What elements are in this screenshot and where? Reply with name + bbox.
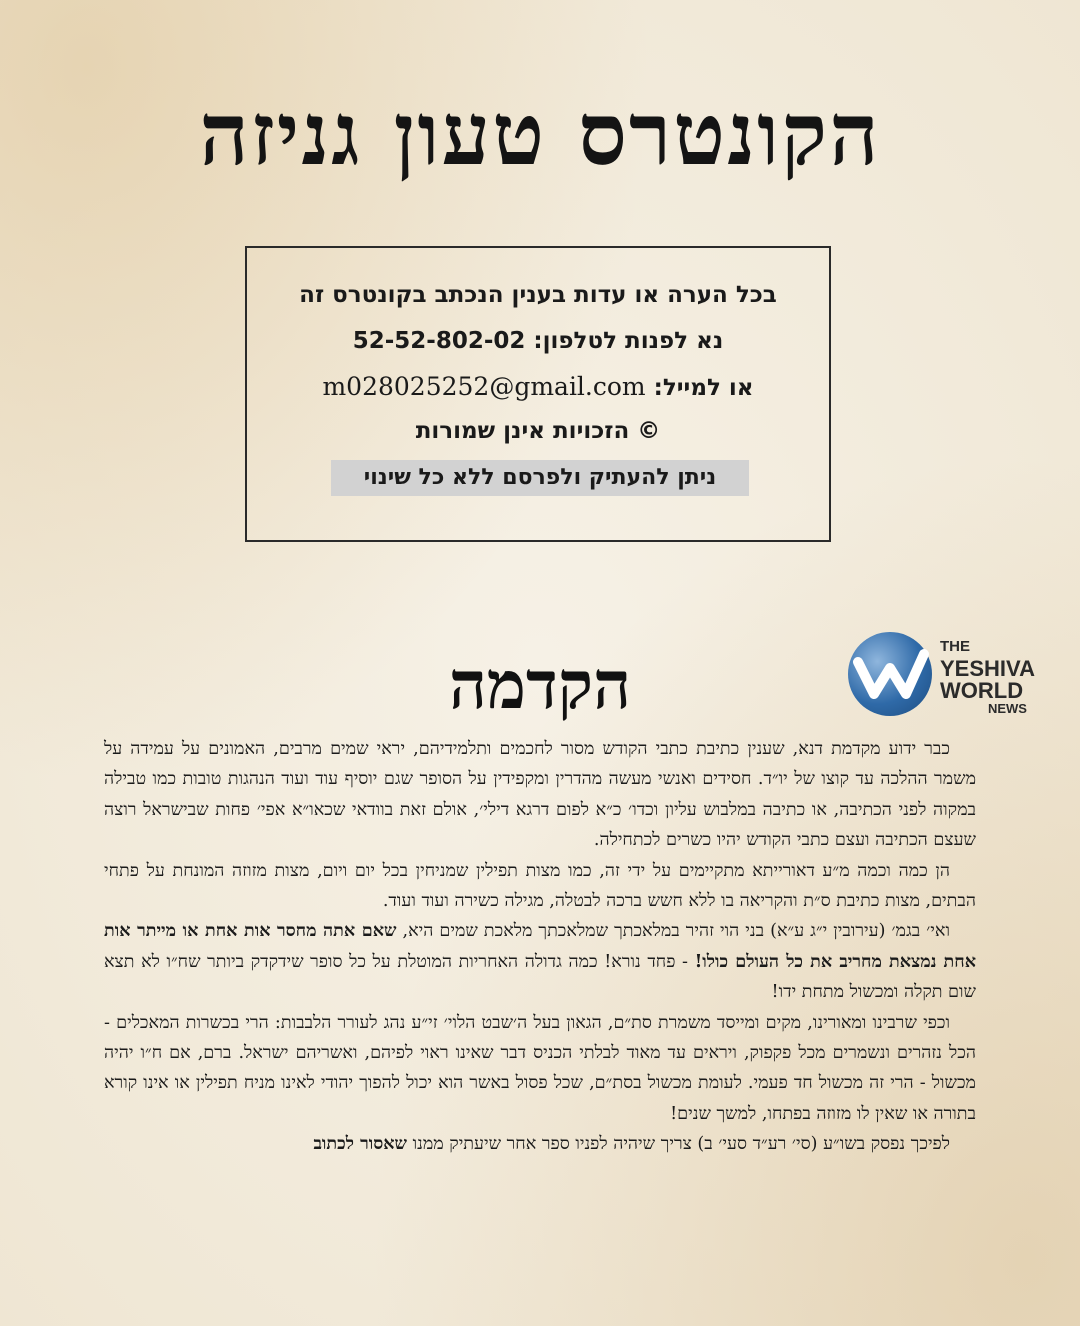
email-label: או למייל: <box>653 375 754 401</box>
paragraph-5-bold: שאסור לכתוב <box>313 1133 408 1155</box>
paragraph-1: כבר ידוע מקדמת דנא, שענין כתיבת כתבי הקודש מסור לחכמים ותלמידיהם, יראי שמים מרבים, האמונים על עמידה על משמר ההלכה עד קוצו של יו״ד. חסידים ואנשי מעשה מהדרין ומקפידין על הסופר שגם יוסיף עוד ועוד הנהגות טובות כמו טבילה במקוה לפני הכתיבה, או כתיבה במלבוש עליון וכדו׳ כ״א לפום דרגא דילי׳, אולם זאת בוודאי שכאו״א אפי׳ פחות שבישראל רוצה שעצם הכתיבה ועצם כתבי הקודש יהיו כשרים לכתחילה. <box>104 739 976 851</box>
contact-note-line: בכל הערה או עדות בענין הנכתב בקונטרס זה <box>299 282 777 308</box>
logo-world: WORLD <box>940 678 1024 703</box>
logo-news: NEWS <box>987 701 1027 716</box>
paragraph-5 <box>104 1129 976 1159</box>
paragraph-4: וכפי שרבינו ומאורינו, מקים ומייסד משמרת סת״ם, הגאון בעל ה׳שבט הלוי׳ זי״ע נהג לעורר הלבבות: הרי בכשרות המאכלים - הכל נזהרים ונשמרים מכל פקפוק, ויראים עד מאוד לבלתי הכניס דבר שאינו ראוי לפיהם, ואשריהם ישראל. ברם, אם ח״ו יהיה מכשול - הרי זה מכשול חד פעמי. לעומת מכשול בסת״ם, שכל פסול באשר הוא יכול להפוך יהודי לאינו מניח תפילין או אינו קורא בתורה או שאין לו מזוזה בפתחו, למשך שנים! <box>104 1012 976 1124</box>
logo-the: THE <box>940 638 970 655</box>
paragraph-3-rest: - פחד נורא! כמה גדולה האחריות המוטלת על כל סופר שידקדק ביותר שח״ו לא תצא שום תקלה ומכשול מתחת ידו! <box>104 951 976 1003</box>
copy-permission-banner: ניתן להעתיק ולפרסם ללא כל שינוי <box>331 460 749 496</box>
paragraph-5-intro: לפיכך נפסק בשו״ע (סי׳ רע״ד סעי׳ ב) צריך שיהיה לפניו ספר אחר שיעתיק ממנו <box>407 1134 950 1155</box>
contact-email-line <box>247 372 829 401</box>
section-title: הקדמה <box>448 646 632 724</box>
paragraph-3 <box>104 916 976 1007</box>
contact-box <box>245 246 831 542</box>
email-address: m028025252@gmail.com <box>322 372 646 401</box>
page-title: הקונטרס טעון גניזה <box>199 84 881 185</box>
contact-phone-line: נא לפנות לטלפון: 52-52-802-02 <box>352 328 724 354</box>
paragraph-3-intro: ואי׳ בגמ׳ (עירובין י״ג ע״א) בני הוי זהיר במלאכתך שמלאכתך מלאכת שמים היא, <box>396 921 950 942</box>
body-text <box>104 734 976 1160</box>
logo-yeshiva: YESHIVA <box>940 656 1035 681</box>
rights-line: © הזכויות אינן שמורות <box>415 418 661 444</box>
paragraph-2: הן כמה וכמה מ״ע דאורייתא מתקיימים על ידי זה, כמו מצות תפילין שמניחין בכל יום ויום, מצות מזוזה המונחת על פתחי הבתים, מצות כתיבת ס״ת והקריאה בו ללא חשש ברכה לבטלה, מגילה כשירה ועוד ועוד. <box>104 860 976 912</box>
paragraph-3-bold: שאם אתה מחסר אות אחת או מייתר אות אחת נמצאת מחריב את כל העולם כולו! <box>104 920 976 972</box>
